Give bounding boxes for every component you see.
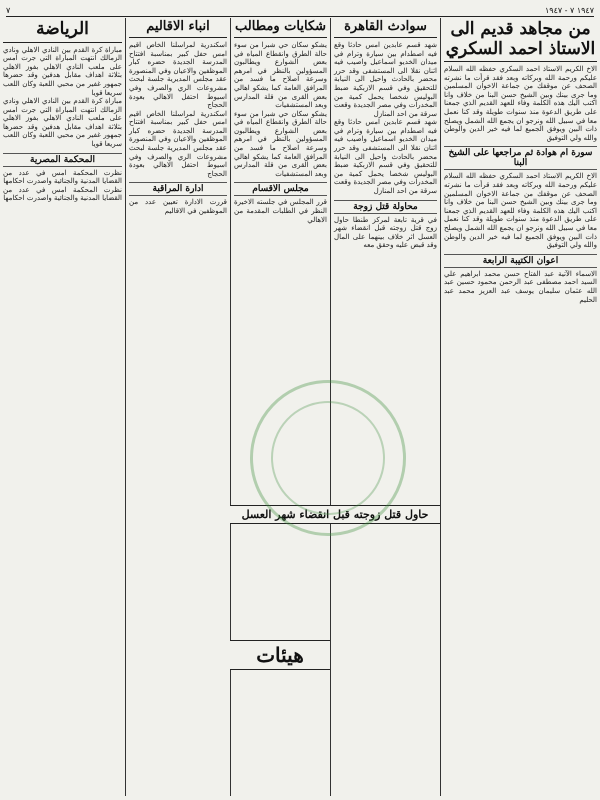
masthead-strip <box>6 6 594 17</box>
article-provinces-body: اسكندرية لمراسلنا الخاص اقيم امس حفل كبير بمناسبة افتتاح المدرسة الجديدة حضره كبار الموظفين والاعيان وفي المنصورة عقد مجلس المديرية جلسة لبحث مشروعات الري والصرف وفي اسيوط احتفل الاهالي بعودة الحجاج <box>129 40 227 110</box>
subhead-attempt: محاولة قتل زوجة <box>334 200 437 214</box>
issue-number: ٧ <box>6 6 11 15</box>
article-cairo-body-2: شهد قسم عابدين امس حادثا وقع فيه اصطدام بين سيارة وترام في ميدان الخديو اسماعيل واصيب فيه اثنان نقلا الى المستشفى وقد حرر محضر بالحادث واحيل الى النيابة للتحقيق وفي قسم الازبكية ضبط البوليس شخصا يحمل كمية من المخدرات وفي مصر الجديدة وقعت سرقة من احد المنازل <box>334 118 437 196</box>
article-attempt-body: في قرية تابعة لمركز طنطا حاول زوج قتل زوجته قبل انقضاء شهر العسل اثر خلاف بينهما على المال وقد قبض عليه وحقق معه <box>334 215 437 250</box>
subhead-administration: ادارة المراقبة <box>129 182 227 196</box>
column-complaints <box>230 18 330 796</box>
headline-cairo: سوادث القاهرة <box>334 20 437 38</box>
issue-date: ١٩٤٧ ٧ - ١٩٤٧ <box>544 6 594 15</box>
column-cairo-incidents <box>330 18 440 796</box>
column-provinces <box>125 18 230 796</box>
headline-letter: من مجاهد قديم الى الاستاذ احمد السكري <box>444 20 597 62</box>
headline-sports: الرياضة <box>3 20 122 43</box>
article-administration-body: قررت الادارة تعيين عدد من الموظفين في الاقاليم <box>129 198 227 216</box>
article-letter-body: الاخ الكريم الاستاذ احمد السكري حفظه الله السلام عليكم ورحمة الله وبركاته وبعد فقد قرأت ما نشرته الصحف عن موقفك من جماعة الاخوان المسلمين وما جرى بينك وبين الشيخ حسن البنا من خلاف وانا اكتب اليك هذه الكلمة وفاء للعهد القديم الذي جمعنا على طريق الدعوة منذ سنوات طويلة وقد كنا نعمل معا في سبيل الله ونرجو ان يجمع الله الشمل ويصلح ذات البين ويوفق الجميع لما فيه خير الدين والوطن والله ولي التوفيق <box>444 65 597 142</box>
subhead-battalion: اعوان الكتيبة الرابعة <box>444 254 597 268</box>
article-sports-body-2: مباراة كرة القدم بين النادي الاهلي ونادي الزمالك انتهت المباراة التي جرت امس على ملعب النادي الاهلي بفوز الاهلي بثلاثة اهداف مقابل هدفين وقد حضرها جمهور غفير من محبي اللعبة وكان اللعب سريعا قويا <box>3 97 122 149</box>
subhead-council: مجلس الاقسام <box>234 182 327 196</box>
article-council-body: قرر المجلس في جلسته الاخيرة النظر في الطلبات المقدمة من الاهالي <box>234 198 327 224</box>
column-main-letter <box>440 18 600 796</box>
headline-announcements: هيئات <box>230 640 330 670</box>
article-court-body-2: نظرت المحكمة امس في عدد من القضايا المدنية والجنائية واصدرت احكامها <box>3 185 122 203</box>
headline-provinces: انباء الاقاليم <box>129 20 227 38</box>
headline-murder-attempt: حاول قتل زوجته قبل انقضاء شهر العسل <box>230 505 440 524</box>
article-cairo-body: شهد قسم عابدين امس حادثا وقع فيه اصطدام بين سيارة وترام في ميدان الخديو اسماعيل واصيب فيه اثنان نقلا الى المستشفى وقد حرر محضر بالحادث واحيل الى النيابة للتحقيق وفي قسم الازبكية ضبط البوليس شخصا يحمل كمية من المخدرات وفي مصر الجديدة وقعت سرقة من احد المنازل <box>334 40 437 118</box>
subhead-court: المحكمة المصرية <box>3 153 122 167</box>
article-complaints-body: يشكو سكان حي شبرا من سوء حالة الطرق وانقطاع المياه في بعض الشوارع ويطالبون المسؤولين بالنظر في امرهم وسرعة اصلاح ما فسد من المرافق العامة كما يشكو اهالي بعض القرى من قلة المدارس وبعد المستشفيات <box>234 40 327 110</box>
article-provinces-body-2: اسكندرية لمراسلنا الخاص اقيم امس حفل كبير بمناسبة افتتاح المدرسة الجديدة حضره كبار الموظفين والاعيان وفي المنصورة عقد مجلس المديرية جلسة لبحث مشروعات الري والصرف وفي اسيوط احتفل الاهالي بعودة الحجاج <box>129 109 227 178</box>
article-battalion-body: الاسماء الآتية عبد الفتاح حسن محمد ابراهيم علي السيد احمد مصطفى عبد الرحمن محمود حسين عبد الله عثمان سليمان يوسف عبد العزيز محمد عبد الحليم <box>444 269 597 304</box>
article-sports-body: مباراة كرة القدم بين النادي الاهلي ونادي الزمالك انتهت المباراة التي جرت امس على ملعب النادي الاهلي بفوز الاهلي بثلاثة اهداف مقابل هدفين وقد حضرها جمهور غفير من محبي اللعبة وكان اللعب سريعا قويا <box>3 45 122 97</box>
column-sports <box>0 18 125 796</box>
subhead-letter: سورة ام هوادة ثم مراجعها على الشيخ البنا <box>444 146 597 170</box>
headline-complaints: شكايات ومطالب <box>234 20 327 38</box>
article-letter-body-2: الاخ الكريم الاستاذ احمد السكري حفظه الله السلام عليكم ورحمة الله وبركاته وبعد فقد قرأت ما نشرته الصحف عن موقفك من جماعة الاخوان المسلمين وما جرى بينك وبين الشيخ حسن البنا من خلاف وانا اكتب اليك هذه الكلمة وفاء للعهد القديم الذي جمعنا على طريق الدعوة منذ سنوات طويلة وقد كنا نعمل معا في سبيل الله ونرجو ان يجمع الله الشمل ويصلح ذات البين ويوفق الجميع لما فيه خير الدين والوطن والله ولي التوفيق <box>444 172 597 250</box>
article-complaints-body-2: يشكو سكان حي شبرا من سوء حالة الطرق وانقطاع المياه في بعض الشوارع ويطالبون المسؤولين بالنظر في امرهم وسرعة اصلاح ما فسد من المرافق العامة كما يشكو اهالي بعض القرى من قلة المدارس وبعد المستشفيات <box>234 109 327 178</box>
article-court-body: نظرت المحكمة امس في عدد من القضايا المدنية والجنائية واصدرت احكامها <box>3 168 122 186</box>
